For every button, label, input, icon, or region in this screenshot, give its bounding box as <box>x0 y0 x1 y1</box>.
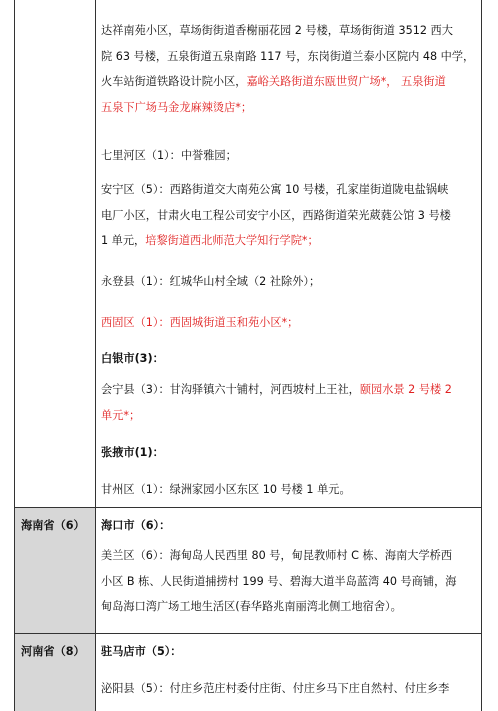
address-text: 达祥南苑小区，草场街街道香榭丽花园 2 号楼，草场街街道 3512 西大 <box>101 24 453 37</box>
highlighted-address-text: 五泉下广场马金龙麻辣烫店*； <box>101 100 253 114</box>
address-text: 美兰区（6）：海甸岛人民西里 80 号，甸昆教师村 C 栋、海南大学桥西 <box>101 549 453 562</box>
anning-district-paragraph <box>101 177 480 254</box>
address-text: 院 63 号楼，五泉街道五泉南路 117 号，东岗街道兰泰小区院内 48 中学， <box>101 49 475 63</box>
xigu-district-paragraph <box>101 310 480 336</box>
zhumadian-city-heading: 驻马店市（5）： <box>101 645 182 658</box>
text-line <box>101 18 480 44</box>
table-column-divider <box>95 0 96 711</box>
text-line <box>101 269 480 295</box>
text-line <box>101 477 480 503</box>
row-divider-1 <box>14 507 482 508</box>
highlighted-address-text: 西固区（1）：西固城街道玉和苑小区*； <box>101 316 299 329</box>
address-text: 泌阳县（5）：付庄乡范庄村委付庄街、付庄乡马下庄自然村、付庄乡李 <box>101 682 450 695</box>
yongdeng-county-paragraph <box>101 269 480 295</box>
highlighted-address-text: 单元*； <box>101 408 141 422</box>
lanzhou-continuation-paragraph <box>101 18 480 120</box>
text-line <box>101 177 480 203</box>
address-text: 七里河区（1）：中誉雅园； <box>101 149 237 162</box>
text-line <box>101 44 480 70</box>
address-text: 甘州区（1）：绿洲家园小区东区 10 号楼 1 单元。 <box>101 483 351 496</box>
text-line <box>101 95 480 121</box>
baiyin-city-heading: 白银市(3)： <box>101 352 164 365</box>
table-left-border <box>14 0 15 711</box>
text-line <box>101 143 480 169</box>
biyang-county-paragraph <box>101 676 480 702</box>
text-line <box>101 676 480 702</box>
address-text: 火车站街道铁路设计院小区， <box>101 75 247 88</box>
text-line <box>101 403 480 429</box>
haikou-city-heading: 海口市（6）： <box>101 519 171 532</box>
highlighted-address-text: 颐园水景 2 号楼 2 <box>359 383 452 396</box>
text-line <box>101 569 480 595</box>
hainan-province-label: 海南省（6） <box>21 519 85 532</box>
text-line <box>101 594 480 620</box>
address-text: 1 单元， <box>101 234 146 247</box>
huining-county-paragraph <box>101 377 480 428</box>
address-text: 会宁县（3）：甘沟驿镇六十铺村，河西坡村上王社， <box>101 383 360 396</box>
row-divider-2 <box>14 633 482 634</box>
zhangye-city-heading: 张掖市(1)： <box>101 446 164 459</box>
meilan-district-paragraph <box>101 543 480 620</box>
text-line <box>101 310 480 336</box>
text-line <box>101 203 480 229</box>
henan-province-label: 河南省（8） <box>21 645 85 658</box>
address-text: 电厂小区，甘肃火电工程公司安宁小区，西路街道荣光葳蕤公馆 3 号楼 <box>101 208 451 222</box>
table-right-border <box>481 0 482 711</box>
address-text: 甸岛海口湾广场工地生活区(春华路兆南丽湾北侧工地宿舍）。 <box>101 600 402 613</box>
ganzhou-district-paragraph <box>101 477 480 503</box>
address-text: 永登县（1）：红城华山村全域（2 社除外）； <box>101 275 321 288</box>
text-line <box>101 377 480 403</box>
address-text: 安宁区（5）：西路街道交大南苑公寓 10 号楼，孔家崖街道陇电盐锅峡 <box>101 183 449 196</box>
highlighted-address-text: 培黎街道西北师范大学知行学院*； <box>145 234 319 247</box>
text-line <box>101 228 480 254</box>
address-text: 小区 B 栋、人民街道捕捞村 199 号、碧海大道半岛蓝湾 40 号商铺，海 <box>101 574 457 588</box>
text-line <box>101 69 480 95</box>
highlighted-address-text: 嘉峪关路街道东瓯世贸广场*， 五泉街道 <box>246 75 446 88</box>
text-line <box>101 543 480 569</box>
qilihe-district-paragraph <box>101 143 480 169</box>
